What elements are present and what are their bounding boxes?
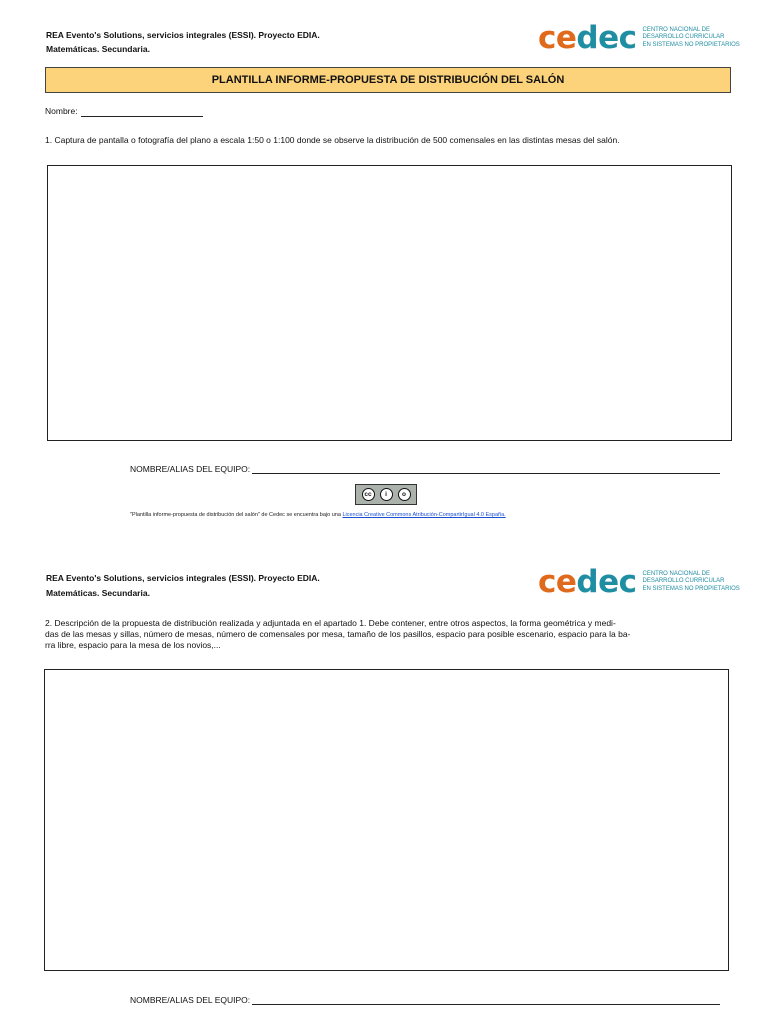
question-2-line1: 2. Descripción de la propuesta de distribución realizada y adjuntada en el apartado 1. Debe contener, entre otros aspectos, la forma geométrica y medi- (45, 618, 616, 628)
header-project-line: REA Evento's Solutions, servicios integrales (ESSI). Proyecto EDIA. (46, 573, 320, 583)
answer-box-1[interactable] (47, 165, 732, 441)
question-1: 1. Captura de pantalla o fotografía del plano a escala 1:50 o 1:100 donde se observe la distribución de 500 comensales en las distintas mesas del salón. (45, 135, 620, 145)
share-alike-icon: o (398, 488, 411, 501)
page-title: PLANTILLA INFORME-PROPUESTA DE DISTRIBUCIÓN DEL SALÓN (45, 67, 731, 93)
logo-subtitle-line1: CENTRO NACIONAL DE (642, 571, 710, 578)
license-link[interactable]: Licencia Creative Commons Atribución-CompartirIgual 4.0 España. (342, 512, 506, 518)
logo-word-part1: ce (538, 20, 577, 56)
logo-subtitle-line2: DESARROLLO CURRICULAR (642, 34, 725, 41)
cc-icon: cc (362, 488, 375, 501)
answer-box-2[interactable] (44, 669, 729, 971)
name-label: Nombre: (45, 106, 78, 116)
team-name-underline[interactable] (252, 463, 720, 474)
logo-subtitle-line3: EN SISTEMAS NO PROPIETARIOS (642, 585, 740, 592)
team-name-label: NOMBRE/ALIAS DEL EQUIPO: (130, 995, 251, 1005)
logo-subtitle-line3: EN SISTEMAS NO PROPIETARIOS (642, 41, 740, 48)
header-subject-line: Matemáticas. Secundaria. (46, 44, 150, 54)
team-name-field-1[interactable] (130, 463, 720, 474)
logo-word-part1: ce (538, 564, 577, 600)
question-2-line2: das de las mesas y sillas, número de mesas, número de comensales por mesa, tamaño de los pasillos, espacio para posible escenario, espacio para la ba- (45, 629, 631, 639)
question-2 (45, 618, 745, 651)
question-2-line3: rra libre, espacio para la mesa de los novios,... (45, 640, 221, 650)
name-underline[interactable] (81, 107, 203, 117)
logo-subtitle-line2: DESARROLLO CURRICULAR (642, 578, 725, 585)
creative-commons-badge[interactable] (355, 484, 417, 505)
team-name-underline[interactable] (252, 994, 720, 1005)
team-name-label: NOMBRE/ALIAS DEL EQUIPO: (130, 464, 251, 474)
license-credit-text: "Plantilla informe-propuesta de distribución del salón" de Cedec se encuentra bajo una (130, 512, 341, 518)
header-project-line: REA Evento's Solutions, servicios integrales (ESSI). Proyecto EDIA. (46, 30, 320, 40)
name-field[interactable] (45, 106, 203, 117)
team-name-field-2[interactable] (130, 994, 720, 1005)
license-credit (130, 511, 730, 519)
header-subject-line: Matemáticas. Secundaria. (46, 588, 150, 598)
logo-word-part2: dec (576, 20, 637, 56)
cedec-logo (538, 20, 740, 56)
logo-word-part2: dec (576, 564, 637, 600)
cedec-logo (538, 564, 740, 600)
attribution-icon: i (380, 488, 393, 501)
logo-subtitle-line1: CENTRO NACIONAL DE (642, 27, 710, 34)
